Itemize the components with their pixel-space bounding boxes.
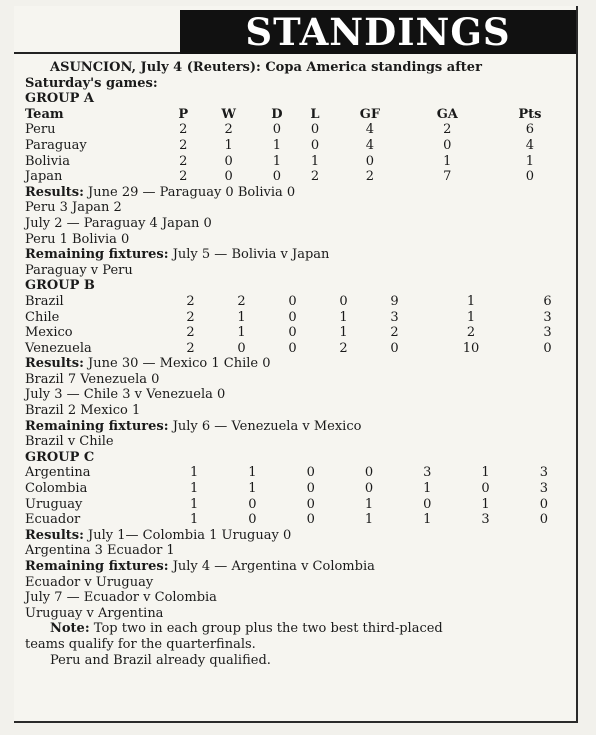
stat-cell: 3 (543, 325, 552, 341)
stat-cell: 2 (179, 153, 188, 169)
team-name: Mexico (25, 325, 73, 341)
result-item: Brazil 2 Mexico 1 (25, 403, 141, 419)
column-header: GF (359, 106, 381, 122)
result-item: July 2 — Paraguay 4 Japan 0 (25, 215, 212, 231)
stat-cell: 1 (481, 465, 490, 481)
group-section (25, 450, 573, 622)
group-section (25, 278, 573, 450)
note-line-cont: teams qualify for the quarterfinals. (25, 636, 256, 652)
stat-cell: 0 (310, 122, 320, 138)
stat-cell: 0 (248, 496, 257, 512)
results-line (25, 528, 573, 544)
stat-cell: 1 (272, 153, 282, 169)
stat-cell: 1 (443, 153, 452, 169)
stat-cell: 0 (288, 340, 297, 356)
stat-cell: 0 (364, 481, 374, 497)
note-text: Top two in each group plus the two best third-placed (93, 621, 443, 637)
stat-cell: 6 (525, 122, 535, 138)
stat-cell: 1 (248, 465, 257, 481)
stat-cell: 1 (466, 309, 476, 325)
stat-cell: 1 (190, 465, 199, 481)
stat-cell: 2 (339, 340, 348, 356)
stat-cell: 1 (525, 153, 535, 169)
result-item: Argentina 3 Ecuador 1 (25, 543, 175, 559)
stat-cell: 0 (248, 512, 257, 528)
stat-cell: 1 (237, 325, 246, 341)
stat-cell: 0 (306, 512, 315, 528)
team-name: Japan (25, 169, 63, 185)
fixture-item: July 7 — Ecuador v Colombia (25, 590, 217, 606)
fixture-item: Ecuador v Uruguay (25, 574, 154, 590)
stat-cell: 3 (539, 465, 548, 481)
results-line (25, 356, 573, 372)
results-label: Results: (25, 356, 84, 372)
group-heading: GROUP A (25, 91, 94, 107)
standings-table (25, 107, 573, 185)
fixtures-label: Remaining fixtures: (25, 418, 169, 434)
stat-cell: 3 (543, 309, 552, 325)
team-name: Uruguay (25, 496, 83, 512)
stat-cell: 2 (365, 169, 375, 185)
groups-container (25, 91, 573, 621)
stat-cell: 7 (443, 169, 452, 185)
fixtures-line (25, 419, 573, 435)
stat-cell: 1 (423, 481, 432, 497)
intro-line: ASUNCION, July 4 (Reuters): Copa America standings after (50, 60, 482, 75)
note-line (25, 621, 573, 637)
table-row (25, 512, 573, 528)
note-label: Note: (50, 621, 90, 637)
stat-cell: 1 (248, 481, 257, 497)
table-row (25, 481, 573, 497)
column-header: L (310, 106, 320, 122)
stat-cell: 0 (481, 481, 490, 497)
stat-cell: 0 (539, 512, 548, 528)
column-header: D (271, 106, 283, 122)
stat-cell: 9 (390, 293, 399, 309)
stat-cell: 0 (543, 340, 552, 356)
stat-cell: 2 (179, 122, 188, 138)
team-name: Chile (25, 309, 60, 325)
team-name: Paraguay (25, 137, 87, 153)
stat-cell: 1 (466, 293, 476, 309)
stat-cell: 2 (390, 325, 399, 341)
column-header: W (221, 106, 236, 122)
stat-cell: 0 (364, 465, 374, 481)
stat-cell: 0 (288, 325, 297, 341)
stat-cell: 2 (443, 122, 452, 138)
stat-cell: 1 (364, 496, 374, 512)
stat-cell: 2 (224, 122, 233, 138)
team-name: Venezuela (25, 340, 92, 356)
stat-cell: 0 (288, 293, 297, 309)
fixture-item: Uruguay v Argentina (25, 605, 164, 621)
table-row (25, 325, 573, 341)
stat-cell: 0 (306, 496, 315, 512)
table-row (25, 154, 573, 170)
stat-cell: 2 (186, 340, 195, 356)
result-item: Peru 1 Bolivia 0 (25, 231, 130, 247)
table-row (25, 122, 573, 138)
stat-cell: 2 (466, 325, 476, 341)
stat-cell: 1 (190, 481, 199, 497)
table-header-row (25, 107, 573, 123)
intro-line-cont: Saturday's games: (25, 75, 158, 91)
stat-cell: 1 (190, 496, 199, 512)
team-name: Colombia (25, 481, 88, 497)
qualified-line: Peru and Brazil already qualified. (50, 652, 271, 668)
stat-cell: 0 (423, 496, 432, 512)
stat-cell: 1 (481, 496, 490, 512)
stat-cell: 1 (364, 512, 374, 528)
fixtures-text: July 4 — Argentina v Colombia (172, 559, 375, 574)
stat-cell: 2 (186, 293, 195, 309)
table-row (25, 465, 573, 481)
stat-cell: 0 (224, 169, 233, 185)
fixtures-label: Remaining fixtures: (25, 559, 169, 574)
stat-cell: 0 (306, 465, 315, 481)
team-name: Bolivia (25, 153, 70, 169)
stat-cell: 1 (237, 309, 246, 325)
team-name: Brazil (25, 293, 64, 309)
stat-cell: 1 (339, 309, 348, 325)
fixtures-text: July 5 — Bolivia v Japan (172, 247, 330, 263)
stat-cell: 0 (365, 153, 375, 169)
stat-cell: 0 (390, 340, 399, 356)
article-body (25, 60, 573, 668)
fixture-item: Brazil v Chile (25, 434, 114, 450)
stat-cell: 1 (272, 137, 282, 153)
standings-table (25, 465, 573, 527)
table-row (25, 138, 573, 154)
results-line (25, 185, 573, 201)
table-row (25, 497, 573, 513)
stat-cell: 0 (288, 309, 297, 325)
fixture-item: Paraguay v Peru (25, 262, 133, 278)
table-row (25, 169, 573, 185)
stat-cell: 4 (525, 137, 535, 153)
column-header: Team (25, 106, 64, 122)
stat-cell: 0 (339, 293, 348, 309)
stat-cell: 2 (310, 169, 320, 185)
column-header: P (178, 106, 189, 122)
stat-cell: 1 (190, 512, 199, 528)
results-label: Results: (25, 184, 84, 200)
stat-cell: 0 (306, 481, 315, 497)
stat-cell: 2 (186, 309, 195, 325)
results-text: June 30 — Mexico 1 Chile 0 (88, 356, 271, 372)
stat-cell: 10 (462, 340, 480, 356)
results-label: Results: (25, 527, 84, 543)
table-row (25, 310, 573, 326)
stat-cell: 0 (310, 137, 320, 153)
stat-cell: 0 (272, 122, 282, 138)
result-item: Peru 3 Japan 2 (25, 200, 122, 216)
stat-cell: 0 (272, 169, 282, 185)
column-header: GA (436, 106, 458, 122)
stat-cell: 3 (423, 465, 432, 481)
stat-cell: 3 (539, 481, 548, 497)
stat-cell: 0 (237, 340, 246, 356)
news-clipping (14, 6, 578, 723)
table-row (25, 294, 573, 310)
group-heading: GROUP B (25, 278, 95, 294)
stat-cell: 0 (525, 169, 535, 185)
stat-cell: 0 (443, 137, 452, 153)
stat-cell: 6 (543, 293, 552, 309)
stat-cell: 4 (365, 122, 375, 138)
stat-cell: 3 (481, 512, 490, 528)
stat-cell: 2 (237, 293, 246, 309)
column-header: Pts (518, 106, 542, 122)
group-section (25, 91, 573, 278)
team-name: Argentina (25, 465, 91, 481)
stat-cell: 1 (224, 137, 233, 153)
stat-cell: 0 (224, 153, 233, 169)
fixtures-line (25, 559, 573, 575)
table-row (25, 341, 573, 357)
results-text: July 1— Colombia 1 Uruguay 0 (88, 527, 292, 543)
result-item: July 3 — Chile 3 v Venezuela 0 (25, 387, 226, 403)
stat-cell: 1 (339, 325, 348, 341)
stat-cell: 3 (390, 309, 399, 325)
result-item: Brazil 7 Venezuela 0 (25, 371, 160, 387)
stat-cell: 1 (310, 153, 320, 169)
results-text: June 29 — Paraguay 0 Bolivia 0 (88, 184, 296, 200)
standings-table (25, 294, 573, 356)
group-heading: GROUP C (25, 449, 95, 465)
fixtures-label: Remaining fixtures: (25, 247, 169, 263)
stat-cell: 2 (186, 325, 195, 341)
standings-banner: STANDINGS (180, 10, 576, 54)
team-name: Ecuador (25, 512, 81, 528)
fixtures-line (25, 247, 573, 263)
fixtures-text: July 6 — Venezuela v Mexico (172, 418, 362, 434)
stat-cell: 1 (423, 512, 432, 528)
header-rule (14, 52, 180, 54)
stat-cell: 2 (179, 137, 188, 153)
stat-cell: 0 (539, 496, 548, 512)
stat-cell: 4 (365, 137, 375, 153)
stat-cell: 2 (179, 169, 188, 185)
team-name: Peru (25, 122, 56, 138)
